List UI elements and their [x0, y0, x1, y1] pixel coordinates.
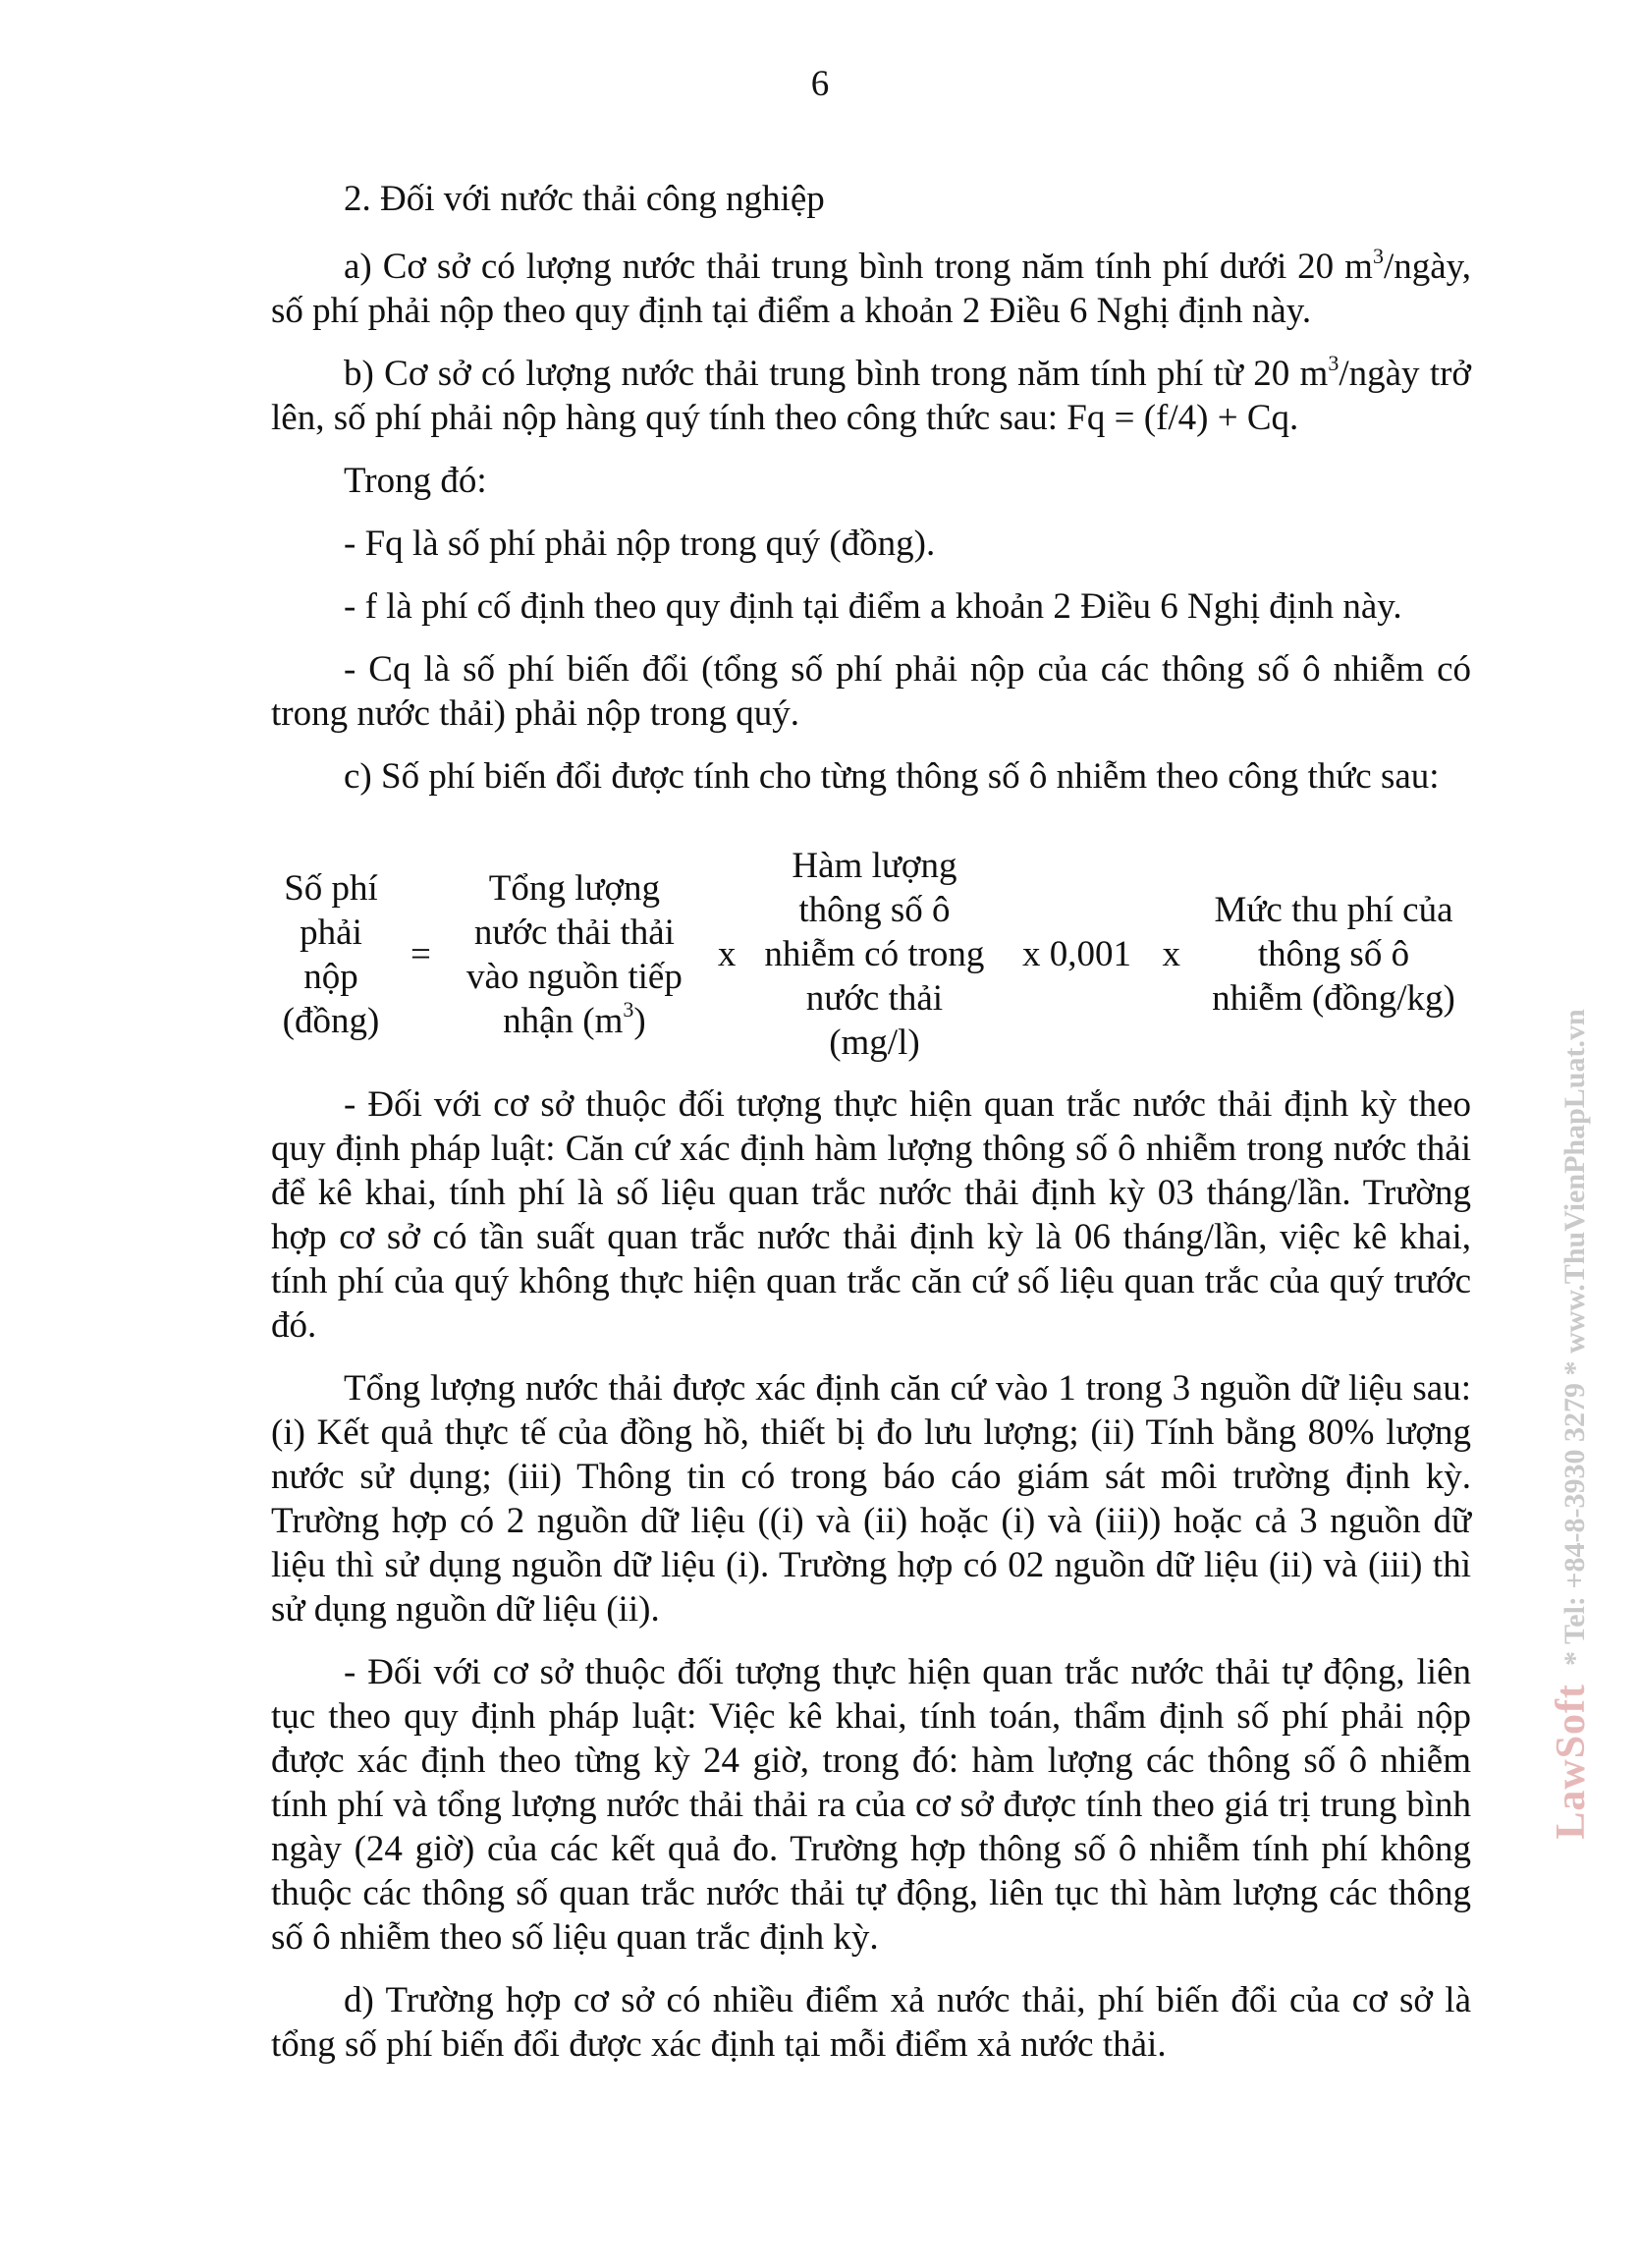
paragraph-automatic-monitoring: - Đối với cơ sở thuộc đối tượng thực hiện quan trắc nước thải tự động, liên tục theo quy định pháp luật: Việc kê khai, tính toán, thẩm định số phí phải nộp được xác định theo từng kỳ 24 giờ, trong đó: hàm lượng các thông số ô nhiễm tính phí và tổng lượng nước thải thải ra của cơ sở được tính theo giá trị trung bình ngày (24 giờ) của các kết quả đo. Trường hợp thông số ô nhiễm tính phí không thuộc các thông số quan trắc nước thải tự động, liên tục thì hàm lượng các thông số ô nhiễm theo số liệu quan trắc định kỳ. [271, 1652, 1471, 1958]
paragraph-c: c) Số phí biến đổi được tính cho từng thông số ô nhiễm theo công thức sau: [344, 756, 1440, 797]
fee-formula [267, 844, 1471, 1065]
paragraph-periodic-monitoring: - Đối với cơ sở thuộc đối tượng thực hiện quan trắc nước thải định kỳ theo quy định pháp luật: Căn cứ xác định hàm lượng thông số ô nhiễm trong nước thải để kê khai, tính phí là số liệu quan trắc nước thải định kỳ 03 tháng/lần. Trường hợp cơ sở có tần suất quan trắc nước thải định kỳ là 06 tháng/lần, việc kê khai, tính phí của quý không thực hiện quan trắc căn cứ số liệu quan trắc của quý trước đó. [271, 1084, 1471, 1346]
formula-rate: Mức thu phí của thông số ô nhiễm (đồng/kg) [1212, 890, 1455, 1019]
formula-times-factor: x 0,001 [1021, 934, 1131, 974]
formula-times-3: x [1162, 934, 1180, 974]
definition-fq: - Fq là số phí phải nộp trong quý (đồng). [344, 524, 936, 564]
paragraph-total-volume: Tổng lượng nước thải được xác định căn cứ vào 1 trong 3 nguồn dữ liệu sau: (i) Kết quả thực tế của đồng hồ, thiết bị đo lưu lượng; (ii) Tính bằng 80% lượng nước sử dụng; (iii) Thông tin có trong báo cáo giám sát môi trường định kỳ. Trường hợp có 2 nguồn dữ liệu ((i) và (ii) hoặc (i) và (iii)) hoặc cả 3 nguồn dữ liệu thì sử dụng nguồn dữ liệu (i). Trường hợp có 02 nguồn dữ liệu (ii) và (iii) thì sử dụng nguồn dữ liệu (ii). [271, 1368, 1471, 1630]
formula-concentration: Hàm lượng thông số ô nhiễm có trong nước thải (mg/l) [764, 846, 985, 1063]
formula-times-1: x [717, 934, 737, 974]
trong-do-label: Trong đó: [344, 461, 487, 501]
formula-equals: = [410, 934, 431, 974]
formula-volume: Tổng lượng nước thải thải vào nguồn tiếp nhận $(m^3)$ [465, 867, 683, 1041]
formula-result: Số phí phải nộp (đồng) [282, 867, 380, 1041]
watermark-contact: * Tel: +84-8-3930 3279 * www.ThuVienPhapLuat.vn [1558, 1009, 1591, 1666]
document-body [271, 177, 1471, 2085]
definition-cq: - Cq là số phí biến đổi (tổng số phí phải nộp của các thông số ô nhiễm có trong nước thải) phải nộp trong quý. [271, 649, 1471, 734]
paragraph-d: d) Trường hợp cơ sở có nhiều điểm xả nước thải, phí biến đổi của cơ sở là tổng số phí biến đổi được xác định tại mỗi điểm xả nước thải. [271, 1980, 1471, 2065]
page-number: 6 [810, 64, 830, 104]
watermark-brand: LawSoft [1549, 1683, 1594, 1840]
section-heading: 2. Đối với nước thải công nghiệp [344, 179, 825, 219]
paragraph-b: b) Cơ sở có lượng nước thải trung bình trong năm tính phí từ 20 $m^3$/ngày trở lên, số phí phải nộp hàng quý tính theo công thức sau: Fq = (f/4) + Cq. [271, 350, 1472, 438]
paragraph-a: a) Cơ sở có lượng nước thải trung bình trong năm tính phí dưới 20 $m^3$/ngày, số phí phải nộp theo quy định tại điểm a khoản 2 Điều 6 Nghị định này. [271, 243, 1471, 331]
definition-f: - f là phí cố định theo quy định tại điểm a khoản 2 Điều 6 Nghị định này. [344, 586, 1402, 627]
